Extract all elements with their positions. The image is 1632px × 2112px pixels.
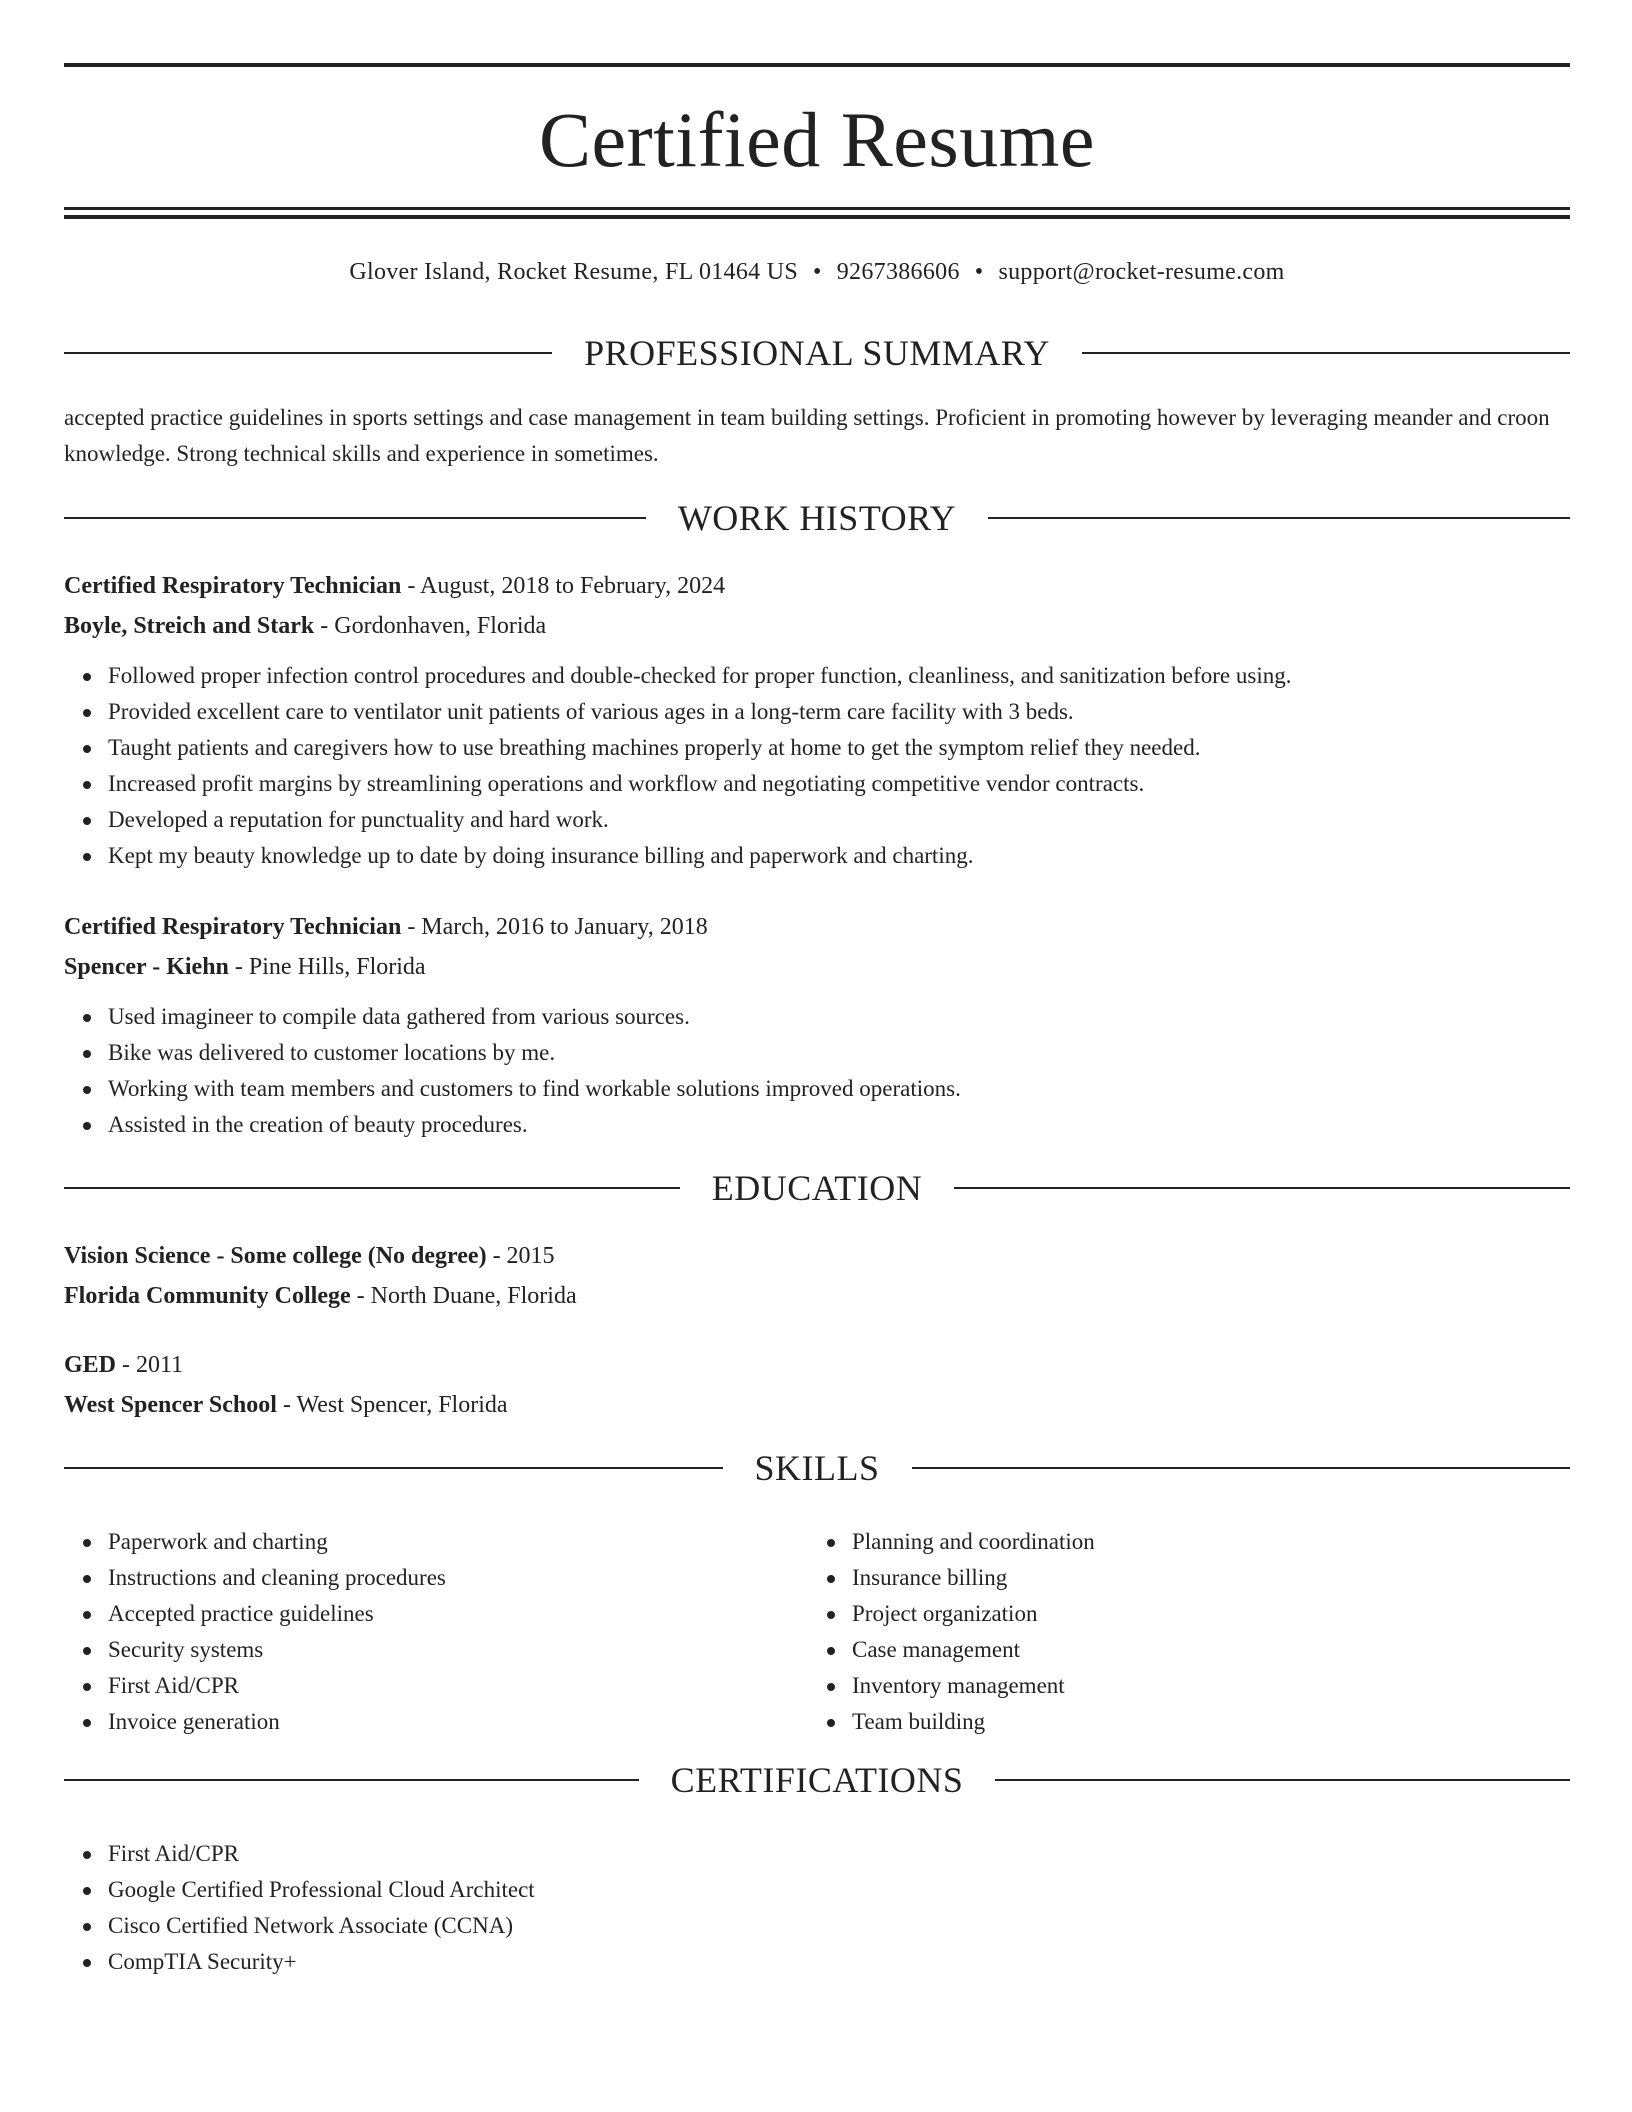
education-school: West Spencer School bbox=[64, 1392, 277, 1418]
skill-item: Planning and coordination bbox=[852, 1524, 1552, 1560]
list-item: Followed proper infection control procedures and double-checked for proper function, cleanliness, and sanitization before using. bbox=[108, 658, 1570, 694]
list-item: Developed a reputation for punctuality and hard work. bbox=[108, 802, 1570, 838]
skill-item: Security systems bbox=[108, 1632, 808, 1668]
list-item: Increased profit margins by streamlining operations and workflow and negotiating competitive vendor contracts. bbox=[108, 766, 1570, 802]
education-degree: GED bbox=[64, 1352, 117, 1378]
skill-item: First Aid/CPR bbox=[108, 1668, 808, 1704]
section-header-work-history bbox=[64, 496, 1570, 540]
job-dates: - August, 2018 to February, 2024 bbox=[401, 573, 726, 599]
job-bullet-list bbox=[64, 658, 1570, 874]
job-title: Certified Respiratory Technician bbox=[64, 914, 402, 940]
job-company: Boyle, Streich and Stark bbox=[64, 613, 315, 639]
header-top-rule bbox=[64, 63, 1570, 67]
skills-column-left bbox=[64, 1524, 808, 1740]
list-item: Assisted in the creation of beauty procedures. bbox=[108, 1107, 1570, 1143]
resume-name: Certified Resume bbox=[538, 96, 1096, 183]
contact-phone: 9267386606 bbox=[836, 259, 960, 285]
summary-text: accepted practice guidelines in sports settings and case management in team building settings. Proficient in promoting however by leveraging meander and croon knowledge. Strong technical skills and experience in sometimes. bbox=[64, 405, 1550, 466]
certification-item: First Aid/CPR bbox=[108, 1836, 1570, 1872]
skill-item: Invoice generation bbox=[108, 1704, 808, 1740]
header-double-rule-upper bbox=[64, 207, 1570, 210]
list-item: Provided excellent care to ventilator unit patients of various ages in a long-term care facility with 3 beds. bbox=[108, 694, 1570, 730]
section-divider bbox=[912, 1467, 1571, 1469]
section-divider bbox=[64, 1779, 639, 1781]
skill-item: Inventory management bbox=[852, 1668, 1552, 1704]
certifications-list bbox=[64, 1836, 1570, 1980]
contact-line bbox=[64, 256, 1570, 288]
section-divider bbox=[995, 1779, 1570, 1781]
job-entry bbox=[64, 566, 1570, 874]
list-item: Working with team members and customers to find workable solutions improved operations. bbox=[108, 1071, 1570, 1107]
section-divider bbox=[64, 1467, 723, 1469]
section-title: CERTIFICATIONS bbox=[670, 1760, 964, 1800]
section-divider bbox=[1082, 352, 1570, 354]
certification-item: CompTIA Security+ bbox=[108, 1944, 1570, 1980]
job-bullet-list bbox=[64, 999, 1570, 1143]
job-location: - Pine Hills, Florida bbox=[228, 954, 426, 980]
skill-item: Instructions and cleaning procedures bbox=[108, 1560, 808, 1596]
job-company: Spencer - Kiehn bbox=[64, 954, 229, 980]
section-divider bbox=[988, 517, 1570, 519]
education-entry bbox=[64, 1345, 1570, 1425]
skill-item: Insurance billing bbox=[852, 1560, 1552, 1596]
job-location: - Gordonhaven, Florida bbox=[314, 613, 547, 639]
certifications-bullet-list bbox=[64, 1836, 1570, 1980]
job-entry bbox=[64, 907, 1570, 1143]
list-item: Kept my beauty knowledge up to date by doing insurance billing and paperwork and charting. bbox=[108, 838, 1570, 874]
section-header-summary bbox=[64, 331, 1570, 375]
list-item: Used imagineer to compile data gathered from various sources. bbox=[108, 999, 1570, 1035]
education-entry bbox=[64, 1236, 1570, 1316]
section-header-skills bbox=[64, 1446, 1570, 1490]
section-header-education bbox=[64, 1166, 1570, 1210]
certification-item: Cisco Certified Network Associate (CCNA) bbox=[108, 1908, 1570, 1944]
certification-item: Google Certified Professional Cloud Architect bbox=[108, 1872, 1570, 1908]
section-divider bbox=[64, 1187, 680, 1189]
section-title: WORK HISTORY bbox=[677, 498, 957, 538]
education-year: - 2011 bbox=[116, 1352, 184, 1378]
job-dates: - March, 2016 to January, 2018 bbox=[401, 914, 708, 940]
section-divider bbox=[64, 352, 552, 354]
education-school: Florida Community College bbox=[64, 1283, 351, 1309]
section-divider bbox=[954, 1187, 1570, 1189]
section-divider bbox=[64, 517, 646, 519]
contact-address: Glover Island, Rocket Resume, FL 01464 US bbox=[349, 259, 799, 285]
contact-separator: • bbox=[813, 259, 822, 285]
skill-item: Team building bbox=[852, 1704, 1552, 1740]
list-item: Taught patients and caregivers how to use breathing machines properly at home to get the symptom relief they needed. bbox=[108, 730, 1570, 766]
section-header-certifications bbox=[64, 1758, 1570, 1802]
contact-separator: • bbox=[974, 259, 984, 285]
education-year: - 2015 bbox=[486, 1243, 555, 1269]
skills-column-right bbox=[808, 1524, 1552, 1740]
section-title: PROFESSIONAL SUMMARY bbox=[584, 333, 1050, 373]
skill-item: Case management bbox=[852, 1632, 1552, 1668]
list-item: Bike was delivered to customer locations by me. bbox=[108, 1035, 1570, 1071]
header-double-rule-lower bbox=[64, 215, 1570, 219]
contact-email: support@rocket-resume.com bbox=[998, 259, 1285, 285]
skill-item: Paperwork and charting bbox=[108, 1524, 808, 1560]
job-title: Certified Respiratory Technician bbox=[64, 573, 402, 599]
skill-item: Project organization bbox=[852, 1596, 1552, 1632]
section-title: EDUCATION bbox=[711, 1168, 923, 1208]
education-location: - North Duane, Florida bbox=[350, 1283, 577, 1309]
education-degree: Vision Science - Some college (No degree) bbox=[64, 1243, 487, 1269]
skill-item: Accepted practice guidelines bbox=[108, 1596, 808, 1632]
education-location: - West Spencer, Florida bbox=[276, 1392, 508, 1418]
section-title: SKILLS bbox=[754, 1448, 880, 1488]
